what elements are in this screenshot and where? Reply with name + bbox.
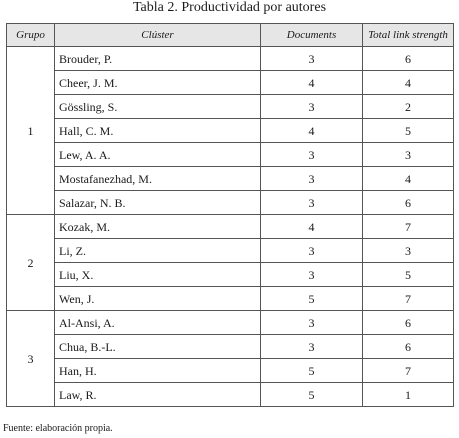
author-name: Hall, C. M.: [55, 119, 261, 143]
documents-value: 3: [261, 311, 363, 335]
link-strength-value: 7: [363, 359, 454, 383]
table-row: [7, 383, 454, 407]
link-strength-value: 4: [363, 167, 454, 191]
table-row: [7, 47, 454, 71]
author-name: Han, H.: [55, 359, 261, 383]
table-row: [7, 143, 454, 167]
author-name: Lew, A. A.: [55, 143, 261, 167]
header-total-link-strength: Total link strength: [363, 24, 454, 47]
documents-value: 4: [261, 215, 363, 239]
table-row: [7, 191, 454, 215]
link-strength-value: 4: [363, 71, 454, 95]
link-strength-value: 3: [363, 239, 454, 263]
author-name: Law, R.: [55, 383, 261, 407]
author-name: Al-Ansi, A.: [55, 311, 261, 335]
group-label: 3: [7, 311, 55, 407]
table-row: [7, 215, 454, 239]
link-strength-value: 2: [363, 95, 454, 119]
table-row: [7, 239, 454, 263]
author-name: Wen, J.: [55, 287, 261, 311]
documents-value: 3: [261, 239, 363, 263]
link-strength-value: 6: [363, 311, 454, 335]
author-name: Gössling, S.: [55, 95, 261, 119]
group-label: 2: [7, 215, 55, 311]
link-strength-value: 6: [363, 335, 454, 359]
link-strength-value: 7: [363, 287, 454, 311]
table-row: [7, 71, 454, 95]
header-row: [7, 24, 454, 47]
documents-value: 3: [261, 95, 363, 119]
header-grupo: Grupo: [7, 24, 55, 47]
table-row: [7, 287, 454, 311]
author-name: Brouder, P.: [55, 47, 261, 71]
table-row: [7, 119, 454, 143]
documents-value: 4: [261, 119, 363, 143]
link-strength-value: 1: [363, 383, 454, 407]
documents-value: 3: [261, 335, 363, 359]
table-row: [7, 335, 454, 359]
table-row: [7, 167, 454, 191]
author-name: Kozak, M.: [55, 215, 261, 239]
documents-value: 5: [261, 359, 363, 383]
link-strength-value: 7: [363, 215, 454, 239]
table-row: [7, 359, 454, 383]
documents-value: 3: [261, 191, 363, 215]
author-name: Mostafanezhad, M.: [55, 167, 261, 191]
link-strength-value: 5: [363, 263, 454, 287]
author-name: Salazar, N. B.: [55, 191, 261, 215]
link-strength-value: 6: [363, 191, 454, 215]
link-strength-value: 5: [363, 119, 454, 143]
table-row: [7, 311, 454, 335]
documents-value: 5: [261, 287, 363, 311]
documents-value: 3: [261, 47, 363, 71]
link-strength-value: 6: [363, 47, 454, 71]
documents-value: 5: [261, 383, 363, 407]
authors-table: [6, 23, 454, 407]
documents-value: 3: [261, 167, 363, 191]
documents-value: 3: [261, 143, 363, 167]
source-note: Fuente: elaboración propia.: [3, 423, 113, 434]
author-name: Chua, B.-L.: [55, 335, 261, 359]
author-name: Liu, X.: [55, 263, 261, 287]
table-row: [7, 263, 454, 287]
documents-value: 4: [261, 71, 363, 95]
header-cluster: Clúster: [55, 24, 261, 47]
author-name: Li, Z.: [55, 239, 261, 263]
link-strength-value: 3: [363, 143, 454, 167]
group-label: 1: [7, 47, 55, 215]
table-row: [7, 95, 454, 119]
table-title: Tabla 2. Productividad por autores: [132, 0, 327, 15]
author-name: Cheer, J. M.: [55, 71, 261, 95]
header-documents: Documents: [261, 24, 363, 47]
table-body: [7, 47, 454, 407]
documents-value: 3: [261, 263, 363, 287]
